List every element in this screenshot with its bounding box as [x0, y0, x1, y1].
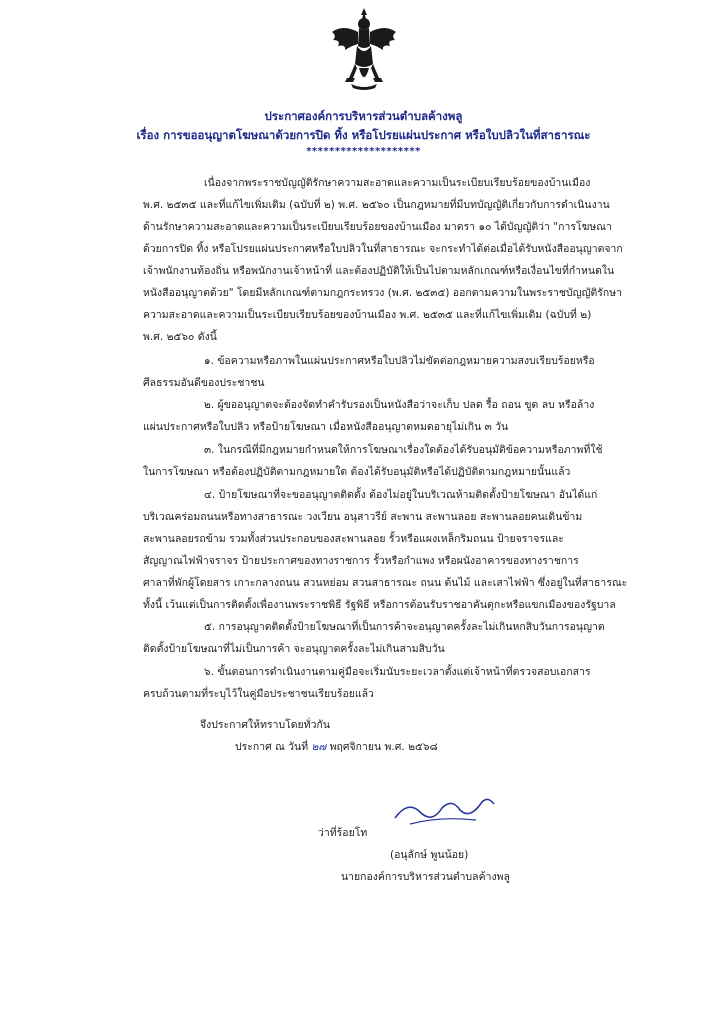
- item-2-line: แผ่นประกาศหรือใบปลิว หรือป้ายโฆษณา เมื่อหนังสืออนุญาตหมดอายุไม่เกิน ๓ วัน: [143, 421, 509, 433]
- body-line: ด้านรักษาความสะอาดและความเป็นระเบียบเรียบร้อยของบ้านเมือง มาตรา ๑๐ ได้บัญญัติว่า "การโฆษณา: [143, 221, 612, 233]
- signature-scribble: [390, 790, 500, 830]
- body-line: พ.ศ. ๒๕๓๕ และที่แก้ไขเพิ่มเติม (ฉบับที่ ๒) พ.ศ. ๒๕๖๐ เป็นกฎหมายที่มีบทบัญญัติเกี่ยวกับการดำเนินงาน: [143, 199, 610, 211]
- item-4-line: สัญญาณไฟฟ้าจราจร ป้ายประกาศของทางราชการ รั้วหรือกำแพง หรือผนังอาคารของทางราชการ: [143, 555, 579, 567]
- item-4-line: สะพานลอยรถข้าม รวมทั้งส่วนประกอบของสะพานลอย รั้วหรือแผงเหล็กริมถนน ป้ายจราจรและ: [143, 533, 564, 545]
- item-1-line: ศีลธรรมอันดีของประชาชน: [143, 377, 265, 389]
- closing-announcement: จึงประกาศให้ทราบโดยทั่วกัน: [200, 719, 330, 731]
- signatory-position: นายกองค์การบริหารส่วนตำบลค้างพลู: [341, 871, 510, 883]
- item-6-line: ครบถ้วนตามที่ระบุไว้ในคู่มือประชาชนเรียบร้อยแล้ว: [143, 688, 374, 700]
- announcement-date: [235, 740, 438, 754]
- date-prefix: ประกาศ ณ วันที่: [235, 741, 309, 753]
- document-subject: เรื่อง การขออนุญาตโฆษณาด้วยการปิด ทิ้ง หรือโปรยแผ่นประกาศ หรือใบปลิวในที่สาธารณะ: [136, 128, 591, 142]
- item-4-line: ทั้งนี้ เว้นแต่เป็นการติดตั้งเพื่องานพระราชพิธี รัฐพิธี หรือการต้อนรับราชอาคันตุกะหรือแขกเมืองของรัฐบาล: [143, 599, 616, 611]
- item-2-line: ๒. ผู้ขออนุญาตจะต้องจัดทำคำรับรองเป็นหนังสือว่าจะเก็บ ปลด รื้อ ถอน ขูด ลบ หรือล้าง: [204, 399, 595, 411]
- item-1-line: ๑. ข้อความหรือภาพในแผ่นประกาศหรือใบปลิวไม่ขัดต่อกฎหมายความสงบเรียบร้อยหรือ: [204, 355, 595, 367]
- item-6-line: ๖. ขั้นตอนการดำเนินงานตามคู่มือจะเริ่มนับระยะเวลาตั้งแต่เจ้าหน้าที่ตรวจสอบเอกสาร: [204, 666, 591, 678]
- body-line: พ.ศ. ๒๕๖๐ ดังนี้: [143, 331, 217, 343]
- item-4-line: ศาลาที่พักผู้โดยสาร เกาะกลางถนน สวนหย่อม สวนสาธารณะ ถนน ต้นไม้ และเสาไฟฟ้า ซึ่งอยู่ในที่สาธารณะ: [143, 577, 628, 589]
- item-3-line: ๓. ในกรณีที่มีกฎหมายกำหนดให้การโฆษณาเรื่องใดต้องได้รับอนุมัติข้อความหรือภาพที่ใช้: [204, 444, 603, 456]
- item-4-line: ๔. ป้ายโฆษณาที่จะขออนุญาตติดตั้ง ต้องไม่อยู่ในบริเวณห้ามติดตั้งป้ายโฆษณา อันได้แก่: [204, 489, 598, 501]
- signatory-name: (อนุลักษ์ พูนน้อย): [390, 849, 469, 861]
- signatory-rank: ว่าที่ร้อยโท: [318, 827, 368, 839]
- item-4-line: บริเวณคร่อมถนนหรือทางสาธารณะ วงเวียน อนุสาวรีย์ สะพาน สะพานลอย สะพานลอยคนเดินข้าม: [143, 511, 583, 523]
- item-5-line: ๕. การอนุญาตติดตั้งป้ายโฆษณาที่เป็นการค้าจะอนุญาตครั้งละไม่เกินหกสิบวันการอนุญาต: [204, 621, 605, 633]
- body-line: หนังสืออนุญาตด้วย" โดยมีหลักเกณฑ์ตามกฎกระทรวง (พ.ศ. ๒๕๓๕) ออกตามความในพระราชบัญญัติรักษา: [143, 287, 623, 299]
- date-suffix: พฤศจิกายน พ.ศ. ๒๕๖๘: [329, 741, 438, 753]
- garuda-emblem-icon: [329, 6, 399, 92]
- item-5-line: ติดตั้งป้ายโฆษณาที่ไม่เป็นการค้า จะอนุญาตครั้งละไม่เกินสามสิบวัน: [143, 643, 445, 655]
- body-line: เจ้าพนักงานท้องถิ่น หรือพนักงานเจ้าหน้าที่ และต้องปฏิบัติให้เป็นไปตามหลักเกณฑ์หรือเงื่อนไขที่กำหนดใน: [143, 265, 615, 277]
- item-3-line: ในการโฆษณา หรือต้องปฏิบัติตามกฎหมายใด ต้องได้รับอนุมัติหรือได้ปฏิบัติตามกฎหมายนั้นแล้ว: [143, 466, 571, 478]
- document-title: ประกาศองค์การบริหารส่วนตำบลค้างพลู: [264, 109, 463, 123]
- body-line: เนื่องจากพระราชบัญญัติรักษาความสะอาดและความเป็นระเบียบเรียบร้อยของบ้านเมือง: [204, 177, 591, 189]
- body-line: ความสะอาดและความเป็นระเบียบเรียบร้อยของบ้านเมือง พ.ศ. ๒๕๓๕ และที่แก้ไขเพิ่มเติม (ฉบับที่ ๒): [143, 309, 592, 321]
- date-day-handwritten: ๒๗: [311, 741, 327, 753]
- separator: ********************: [306, 146, 421, 157]
- body-line: ด้วยการปิด ทิ้ง หรือโปรยแผ่นประกาศหรือใบปลิวในที่สาธารณะ จะกระทำได้ต่อเมื่อได้รับหนังสืออนุญาตจาก: [143, 243, 623, 255]
